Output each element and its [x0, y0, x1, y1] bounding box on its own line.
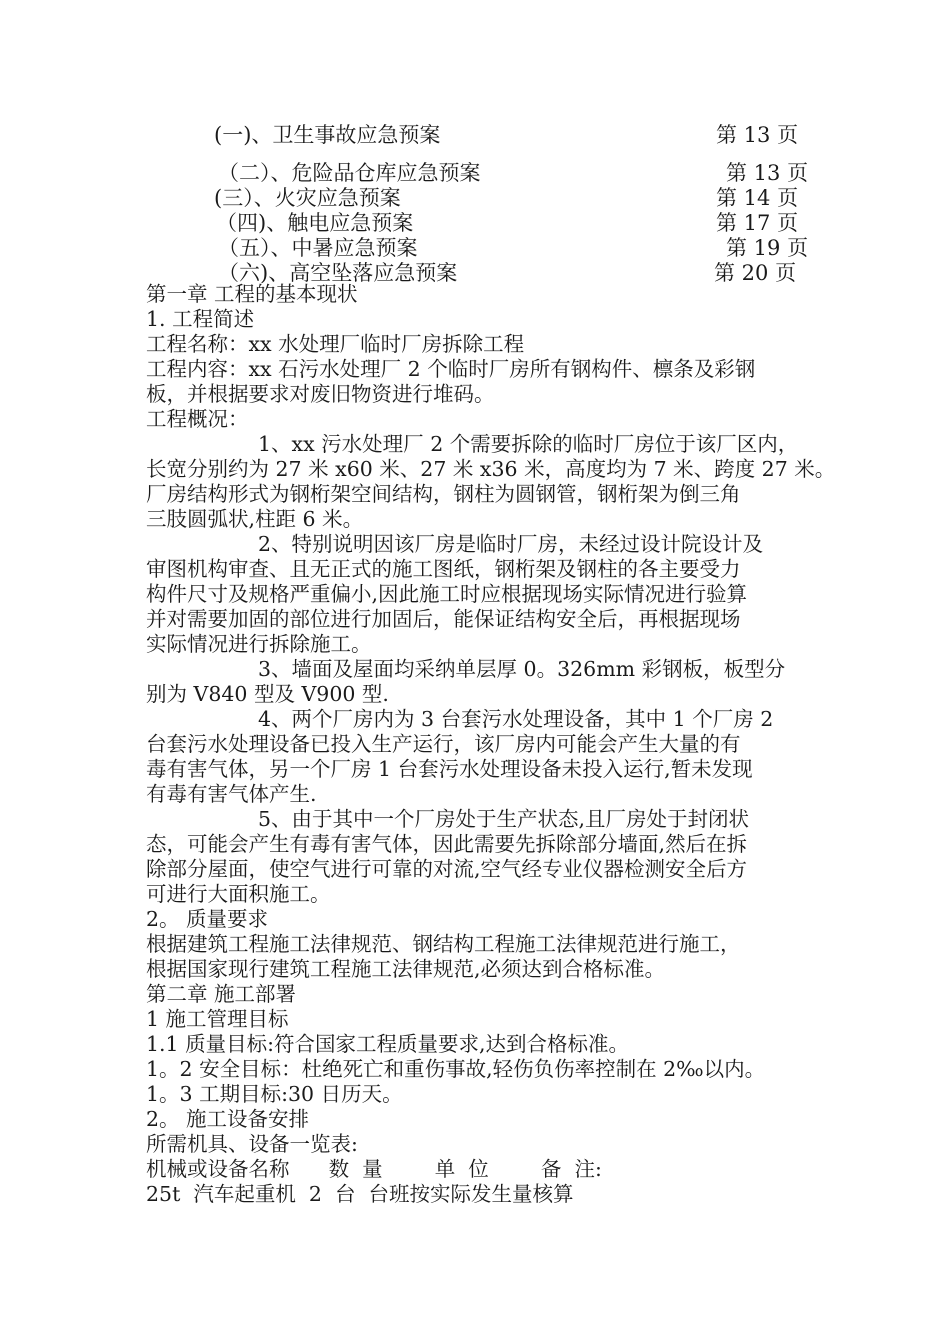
text-line: 1.1 质量目标:符合国家工程质量要求,达到合格标准。	[146, 1032, 630, 1056]
text-line: 5、由于其中一个厂房处于生产状态,且厂房处于封闭状	[258, 807, 750, 831]
toc-title: (一)、卫生事故应急预案	[214, 123, 441, 147]
text-line: 厂房结构形式为钢桁架空间结构，钢柱为圆钢管，钢桁架为倒三角	[146, 482, 741, 506]
text-line: 台套污水处理设备已投入生产运行，该厂房内可能会产生大量的有	[146, 732, 741, 756]
section-heading: 2。 质量要求	[146, 907, 269, 931]
text-line: 可进行大面积施工。	[146, 882, 331, 906]
text-line: 实际情况进行拆除施工。	[146, 632, 372, 656]
text-line: 态，可能会产生有毒有害气体，因此需要先拆除部分墙面,然后在拆	[146, 832, 748, 856]
text-line: 并对需要加固的部位进行加固后，能保证结构安全后，再根据现场	[146, 607, 741, 631]
text-line: 3、墙面及屋面均采纳单层厚 0。326mm 彩钢板，板型分	[258, 657, 786, 681]
text-line: 1。2 安全目标：杜绝死亡和重伤事故,轻伤负伤率控制在 2‰以内。	[146, 1057, 766, 1081]
text-line: 工程内容：xx 石污水处理厂 2 个临时厂房所有钢构件、檩条及彩钢	[146, 357, 756, 381]
text-line: 1。3 工期目标:30 日历天。	[146, 1082, 403, 1106]
text-line: 有毒有害气体产生.	[146, 782, 317, 806]
chapter-heading: 第二章 施工部署	[146, 982, 297, 1006]
section-heading: 1 施工管理目标	[146, 1007, 289, 1031]
text-line: 除部分屋面，使空气进行可靠的对流,空气经专业仪器检测安全后方	[146, 857, 748, 881]
toc-title: （二）、危险品仓库应急预案	[218, 161, 481, 185]
section-heading: 2。 施工设备安排	[146, 1107, 310, 1131]
toc-title: (三）、火灾应急预案	[214, 186, 401, 210]
chapter-heading: 第一章 工程的基本现状	[146, 282, 358, 306]
text-line: 工程概况：	[146, 407, 249, 431]
table-header-line: 机械或设备名称 数 量 单 位 备 注:	[146, 1157, 602, 1181]
text-line: 毒有害气体，另一个厂房 1 台套污水处理设备未投入运行,暂未发现	[146, 757, 753, 781]
text-line: 三肢圆弧状,柱距 6 米。	[146, 507, 364, 531]
toc-title: （六)、高空坠落应急预案	[218, 261, 458, 285]
text-line: 根据国家现行建筑工程施工法律规范,必须达到合格标准。	[146, 957, 666, 981]
text-line: 1、xx 污水处理厂 2 个需要拆除的临时厂房位于该厂区内，	[258, 432, 799, 456]
text-line: 工程名称：xx 水处理厂临时厂房拆除工程	[146, 332, 525, 356]
toc-page-number: 第 20 页	[714, 261, 797, 285]
text-line: 4、两个厂房内为 3 台套污水处理设备，其中 1 个厂房 2	[258, 707, 774, 731]
text-line: 2、特别说明因该厂房是临时厂房，未经过设计院设计及	[258, 532, 764, 556]
document-body	[146, 282, 836, 1207]
toc-page-number: 第 13 页	[726, 161, 809, 185]
toc-title: （四)、触电应急预案	[216, 211, 414, 235]
toc-page-number: 第 19 页	[726, 236, 809, 260]
table-row-line: 25t 汽车起重机 2 台 台班按实际发生量核算	[146, 1182, 574, 1206]
toc-page-number: 第 17 页	[716, 211, 799, 235]
toc-title: （五）、中暑应急预案	[218, 236, 418, 260]
toc-page-number: 第 14 页	[716, 186, 799, 210]
text-line: 根据建筑工程施工法律规范、钢结构工程施工法律规范进行施工，	[146, 932, 741, 956]
toc-page-number: 第 13 页	[716, 123, 799, 147]
text-line: 审图机构审查、且无正式的施工图纸，钢桁架及钢柱的各主要受力	[146, 557, 741, 581]
text-line: 所需机具、设备一览表:	[146, 1132, 358, 1156]
section-heading: 1. 工程简述	[146, 307, 255, 331]
text-line: 长宽分别约为 27 米 x60 米、27 米 x36 米，高度均为 7 米、跨度 27 米。	[146, 457, 836, 481]
text-line: 板，并根据要求对废旧物资进行堆码。	[146, 382, 495, 406]
text-line: 构件尺寸及规格严重偏小,因此施工时应根据现场实际情况进行验算	[146, 582, 748, 606]
text-line: 别为 V840 型及 V900 型.	[146, 682, 389, 706]
